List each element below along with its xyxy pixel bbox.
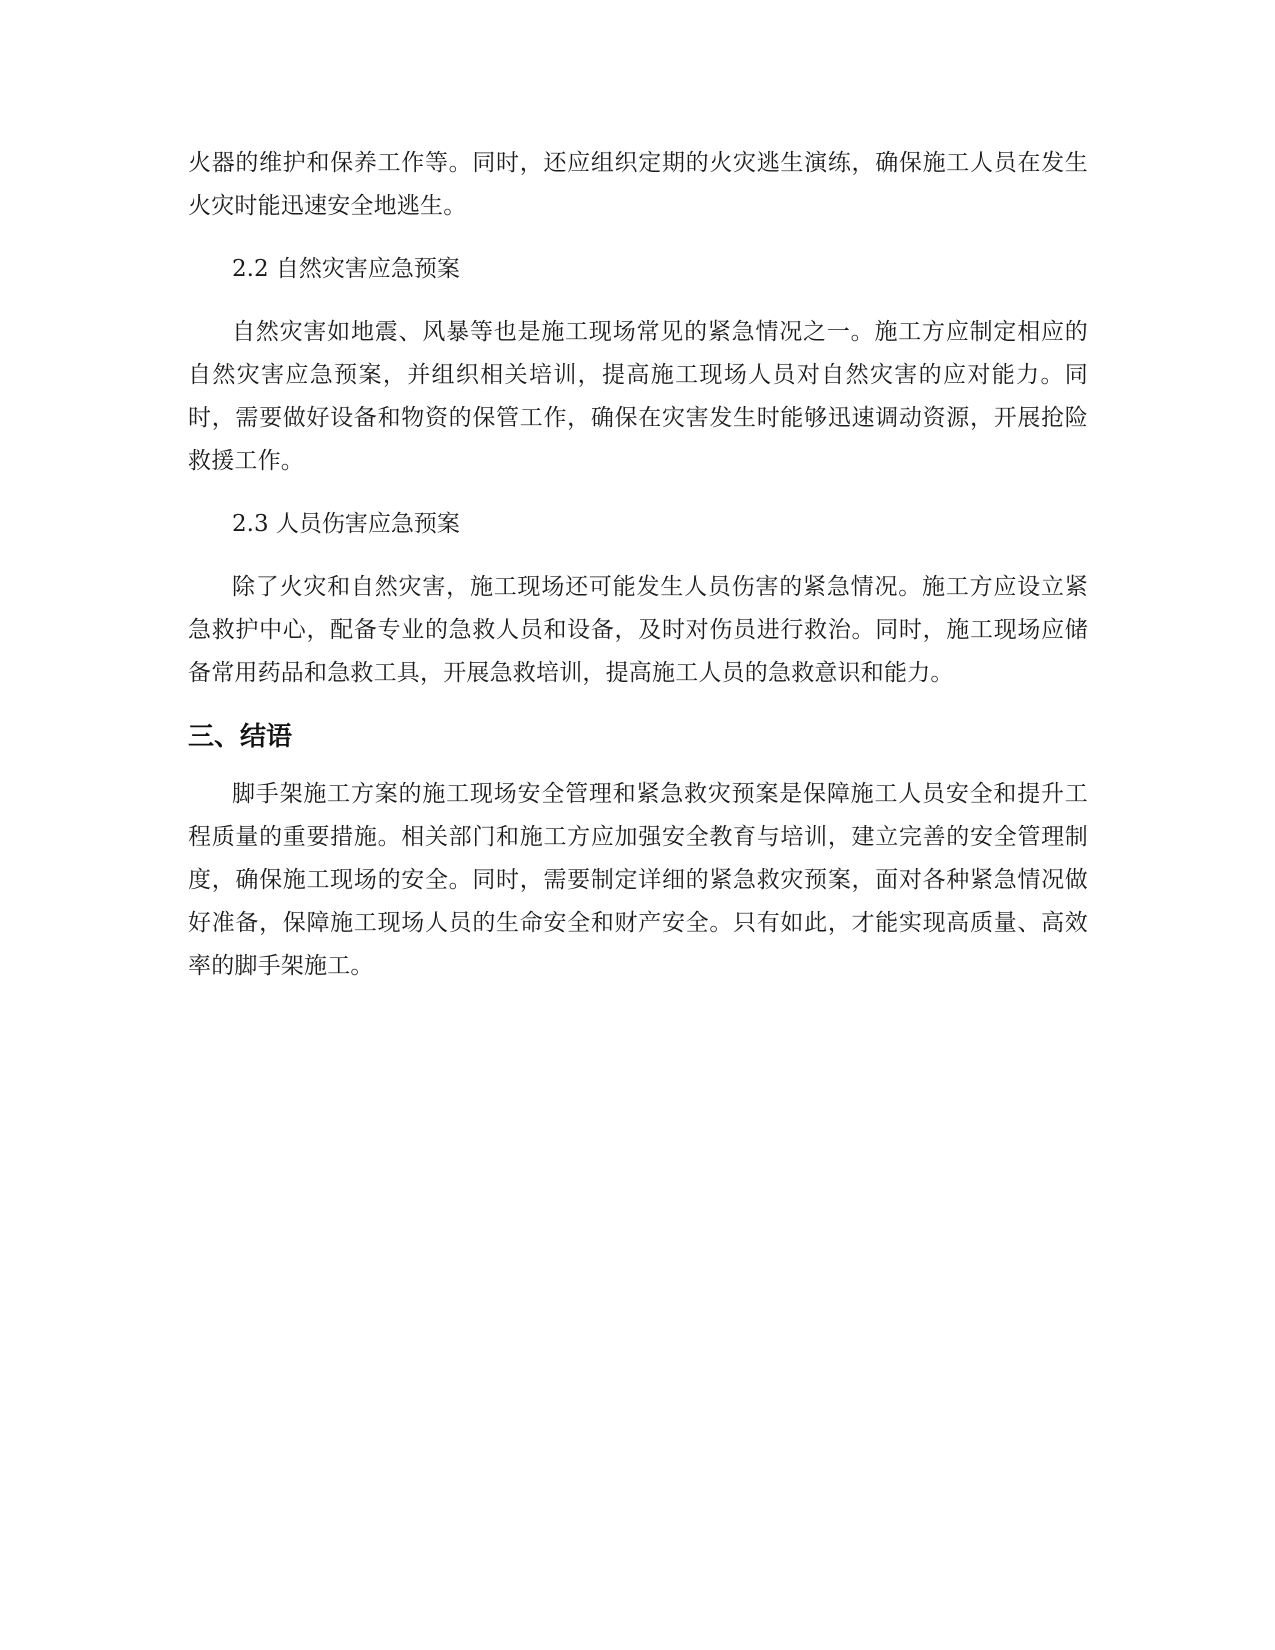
- subheading-natural-disaster: 2.2 自然灾害应急预案: [232, 256, 460, 282]
- document-content: [188, 142, 1088, 1008]
- paragraph-personal-injury: 除了火灾和自然灾害，施工现场还可能发生人员伤害的紧急情况。施工方应设立紧急救护中心，配备专业的急救人员和设备，及时对伤员进行救治。同时，施工现场应储备常用药品和急救工具，开展急救培训，提高施工人员的急救意识和能力。: [188, 574, 1088, 686]
- paragraph-natural-disaster: 自然灾害如地震、风暴等也是施工现场常见的紧急情况之一。施工方应制定相应的自然灾害应急预案，并组织相关培训，提高施工现场人员对自然灾害的应对能力。同时，需要做好设备和物资的保管工作，确保在灾害发生时能够迅速调动资源，开展抢险救援工作。: [188, 319, 1088, 474]
- paragraph-conclusion: 脚手架施工方案的施工现场安全管理和紧急救灾预案是保障施工人员安全和提升工程质量的重要措施。相关部门和施工方应加强安全教育与培训，建立完善的安全管理制度，确保施工现场的安全。同时，需要制定详细的紧急救灾预案，面对各种紧急情况做好准备，保障施工现场人员的生命安全和财产安全。只有如此，才能实现高质量、高效率的脚手架施工。: [188, 781, 1088, 979]
- section-heading-conclusion: 三、结语: [188, 722, 293, 752]
- paragraph-fire-drill: 火器的维护和保养工作等。同时，还应组织定期的火灾逃生演练，确保施工人员在发生火灾时能迅速安全地逃生。: [188, 150, 1088, 219]
- subheading-personal-injury: 2.3 人员伤害应急预案: [232, 511, 460, 537]
